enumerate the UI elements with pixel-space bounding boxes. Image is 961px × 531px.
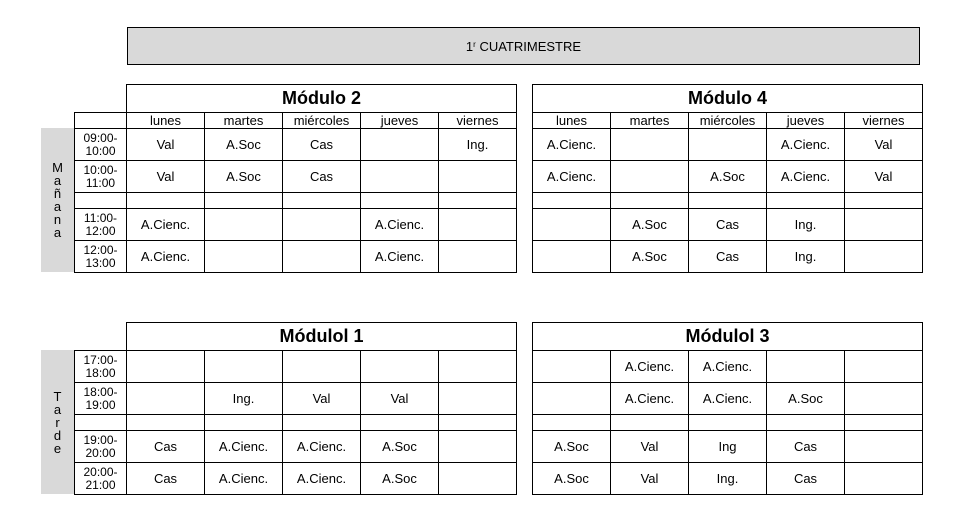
subject-cell bbox=[611, 193, 689, 209]
subject-cell: Cas bbox=[767, 431, 845, 463]
table-row bbox=[533, 415, 923, 431]
subject-cell bbox=[611, 415, 689, 431]
banner-ordinal: 1 bbox=[465, 38, 474, 54]
subject-cell bbox=[689, 129, 767, 161]
table-row bbox=[533, 193, 923, 209]
subject-cell: A.Soc bbox=[533, 463, 611, 495]
subject-cell bbox=[205, 415, 283, 431]
subject-cell bbox=[767, 415, 845, 431]
table-row bbox=[75, 129, 517, 161]
subject-cell: Cas bbox=[283, 161, 361, 193]
time-slot bbox=[75, 431, 127, 463]
subject-cell: A.Soc bbox=[205, 129, 283, 161]
time-slot bbox=[75, 351, 127, 383]
module-title: Módulol 3 bbox=[533, 323, 923, 351]
subject-cell bbox=[439, 431, 517, 463]
time-start: 12:00- bbox=[83, 242, 118, 257]
subject-cell: Cas bbox=[283, 129, 361, 161]
subject-cell: A.Cienc. bbox=[611, 351, 689, 383]
table-row bbox=[533, 431, 923, 463]
module-title: Módulol 1 bbox=[127, 323, 517, 351]
afternoon-label-letter: T bbox=[53, 388, 62, 404]
subject-cell: A.Cienc. bbox=[767, 161, 845, 193]
time-end: 11:00 bbox=[85, 175, 116, 190]
subject-cell: Cas bbox=[127, 431, 205, 463]
time-start: 10:00- bbox=[83, 162, 118, 177]
subject-cell: Cas bbox=[689, 209, 767, 241]
afternoon-label-letter: d bbox=[53, 427, 62, 443]
subject-cell: A.Cienc. bbox=[611, 383, 689, 415]
subject-cell: Val bbox=[845, 129, 923, 161]
subject-cell bbox=[533, 383, 611, 415]
morning-right-table bbox=[532, 84, 923, 273]
time-end: 10:00 bbox=[85, 143, 116, 158]
morning-label-letter: a bbox=[53, 173, 62, 188]
subject-cell bbox=[845, 415, 923, 431]
subject-cell bbox=[533, 193, 611, 209]
subject-cell: Val bbox=[127, 161, 205, 193]
subject-cell bbox=[127, 383, 205, 415]
subject-cell bbox=[361, 129, 439, 161]
subject-cell bbox=[205, 351, 283, 383]
subject-cell: A.Cienc. bbox=[689, 383, 767, 415]
subject-cell: A.Cienc. bbox=[283, 463, 361, 495]
table-row bbox=[75, 351, 517, 383]
subject-cell bbox=[767, 351, 845, 383]
subject-cell: Cas bbox=[689, 241, 767, 273]
day-header: miércoles bbox=[283, 113, 361, 129]
subject-cell bbox=[283, 193, 361, 209]
subject-cell bbox=[533, 209, 611, 241]
table-row bbox=[533, 129, 923, 161]
table-row bbox=[533, 161, 923, 193]
subject-cell bbox=[689, 193, 767, 209]
morning-label-letter: a bbox=[53, 225, 62, 240]
cuatrimestre-banner bbox=[127, 27, 920, 65]
subject-cell bbox=[533, 351, 611, 383]
subject-cell: A.Cienc. bbox=[767, 129, 845, 161]
subject-cell: A.Soc bbox=[361, 431, 439, 463]
subject-cell bbox=[439, 383, 517, 415]
subject-cell bbox=[439, 463, 517, 495]
time-end: 19:00 bbox=[85, 397, 116, 412]
afternoon-label-letter: a bbox=[53, 401, 62, 417]
subject-cell: Val bbox=[361, 383, 439, 415]
subject-cell bbox=[283, 415, 361, 431]
subject-cell: A.Soc bbox=[689, 161, 767, 193]
subject-cell: A.Cienc. bbox=[205, 431, 283, 463]
time-slot bbox=[75, 463, 127, 495]
subject-cell: A.Cienc. bbox=[127, 241, 205, 273]
subject-cell bbox=[205, 241, 283, 273]
subject-cell bbox=[283, 241, 361, 273]
time-slot bbox=[75, 383, 127, 415]
morning-left-table bbox=[74, 84, 517, 273]
subject-cell bbox=[127, 193, 205, 209]
day-header: lunes bbox=[533, 113, 611, 129]
subject-cell: A.Soc bbox=[611, 209, 689, 241]
time-slot bbox=[75, 209, 127, 241]
table-row bbox=[75, 383, 517, 415]
table-row bbox=[75, 431, 517, 463]
morning-label-letter: ñ bbox=[53, 186, 62, 201]
time-start: 20:00- bbox=[83, 464, 118, 479]
subject-cell: Val bbox=[611, 463, 689, 495]
subject-cell: Ing. bbox=[689, 463, 767, 495]
subject-cell bbox=[361, 351, 439, 383]
subject-cell bbox=[361, 161, 439, 193]
table-row bbox=[533, 463, 923, 495]
day-header: viernes bbox=[845, 113, 923, 129]
subject-cell bbox=[439, 415, 517, 431]
time-start: 09:00- bbox=[83, 130, 118, 145]
time-start: 17:00- bbox=[83, 352, 118, 367]
time-slot bbox=[75, 193, 127, 209]
time-slot bbox=[75, 241, 127, 273]
time-header-blank bbox=[75, 113, 127, 129]
subject-cell: A.Soc bbox=[611, 241, 689, 273]
subject-cell bbox=[361, 415, 439, 431]
subject-cell: Val bbox=[845, 161, 923, 193]
subject-cell: Ing bbox=[689, 431, 767, 463]
table-row bbox=[75, 193, 517, 209]
subject-cell bbox=[845, 193, 923, 209]
table-row bbox=[533, 209, 923, 241]
subject-cell: A.Cienc. bbox=[689, 351, 767, 383]
time-slot bbox=[75, 415, 127, 431]
subject-cell: A.Cienc. bbox=[283, 431, 361, 463]
afternoon-right-table bbox=[532, 322, 923, 495]
subject-cell: A.Cienc. bbox=[533, 129, 611, 161]
afternoon-label-letter: r bbox=[55, 414, 60, 430]
subject-cell bbox=[845, 241, 923, 273]
day-header: lunes bbox=[127, 113, 205, 129]
subject-cell bbox=[845, 383, 923, 415]
subject-cell: Val bbox=[283, 383, 361, 415]
subject-cell bbox=[439, 161, 517, 193]
subject-cell bbox=[205, 193, 283, 209]
day-header: viernes bbox=[439, 113, 517, 129]
time-end: 13:00 bbox=[85, 255, 116, 270]
time-end: 12:00 bbox=[85, 223, 116, 238]
subject-cell: A.Soc bbox=[361, 463, 439, 495]
subject-cell bbox=[439, 209, 517, 241]
subject-cell: A.Cienc. bbox=[205, 463, 283, 495]
subject-cell: Val bbox=[611, 431, 689, 463]
time-end: 21:00 bbox=[85, 477, 116, 492]
subject-cell bbox=[845, 209, 923, 241]
time-start: 11:00- bbox=[83, 210, 118, 225]
subject-cell bbox=[127, 415, 205, 431]
afternoon-left-table bbox=[74, 322, 517, 495]
morning-label bbox=[41, 128, 74, 272]
table-row bbox=[75, 241, 517, 273]
afternoon-label-letter: e bbox=[53, 440, 62, 456]
subject-cell bbox=[845, 351, 923, 383]
subject-cell: Ing. bbox=[767, 209, 845, 241]
morning-label-letter: M bbox=[52, 160, 63, 175]
module-title: Módulo 4 bbox=[533, 85, 923, 113]
subject-cell: A.Cienc. bbox=[361, 241, 439, 273]
banner-title: CUATRIMESTRE bbox=[479, 38, 582, 54]
subject-cell: Ing. bbox=[439, 129, 517, 161]
table-row bbox=[75, 415, 517, 431]
day-header: martes bbox=[205, 113, 283, 129]
subject-cell: Ing. bbox=[767, 241, 845, 273]
time-end: 18:00 bbox=[85, 365, 116, 380]
table-row bbox=[533, 383, 923, 415]
subject-cell bbox=[439, 351, 517, 383]
day-header: miércoles bbox=[689, 113, 767, 129]
table-row bbox=[75, 463, 517, 495]
time-slot bbox=[75, 129, 127, 161]
subject-cell bbox=[439, 193, 517, 209]
subject-cell bbox=[283, 209, 361, 241]
subject-cell: Val bbox=[127, 129, 205, 161]
subject-cell: A.Cienc. bbox=[533, 161, 611, 193]
subject-cell bbox=[845, 463, 923, 495]
subject-cell bbox=[283, 351, 361, 383]
subject-cell bbox=[127, 351, 205, 383]
table-row bbox=[533, 351, 923, 383]
afternoon-label bbox=[41, 350, 74, 494]
table-row bbox=[75, 209, 517, 241]
subject-cell bbox=[533, 415, 611, 431]
subject-cell: A.Cienc. bbox=[361, 209, 439, 241]
time-end: 20:00 bbox=[85, 445, 116, 460]
banner-ordinal-suffix: r bbox=[473, 39, 476, 49]
table-row bbox=[75, 161, 517, 193]
day-header: martes bbox=[611, 113, 689, 129]
subject-cell bbox=[205, 209, 283, 241]
day-header: jueves bbox=[361, 113, 439, 129]
subject-cell: Cas bbox=[767, 463, 845, 495]
subject-cell: A.Soc bbox=[767, 383, 845, 415]
subject-cell bbox=[611, 161, 689, 193]
subject-cell bbox=[533, 241, 611, 273]
subject-cell: A.Soc bbox=[205, 161, 283, 193]
subject-cell: Cas bbox=[127, 463, 205, 495]
subject-cell bbox=[689, 415, 767, 431]
time-start: 19:00- bbox=[83, 432, 118, 447]
subject-cell bbox=[611, 129, 689, 161]
subject-cell: A.Soc bbox=[533, 431, 611, 463]
subject-cell bbox=[361, 193, 439, 209]
time-start: 18:00- bbox=[83, 384, 118, 399]
subject-cell bbox=[439, 241, 517, 273]
day-header: jueves bbox=[767, 113, 845, 129]
module-title: Módulo 2 bbox=[127, 85, 517, 113]
table-row bbox=[533, 241, 923, 273]
time-slot bbox=[75, 161, 127, 193]
subject-cell: A.Cienc. bbox=[127, 209, 205, 241]
subject-cell: Ing. bbox=[205, 383, 283, 415]
corner-blank bbox=[75, 323, 127, 351]
corner-blank bbox=[75, 85, 127, 113]
morning-label-letter: n bbox=[53, 212, 62, 227]
morning-label-letter: a bbox=[53, 199, 62, 214]
subject-cell bbox=[845, 431, 923, 463]
subject-cell bbox=[767, 193, 845, 209]
